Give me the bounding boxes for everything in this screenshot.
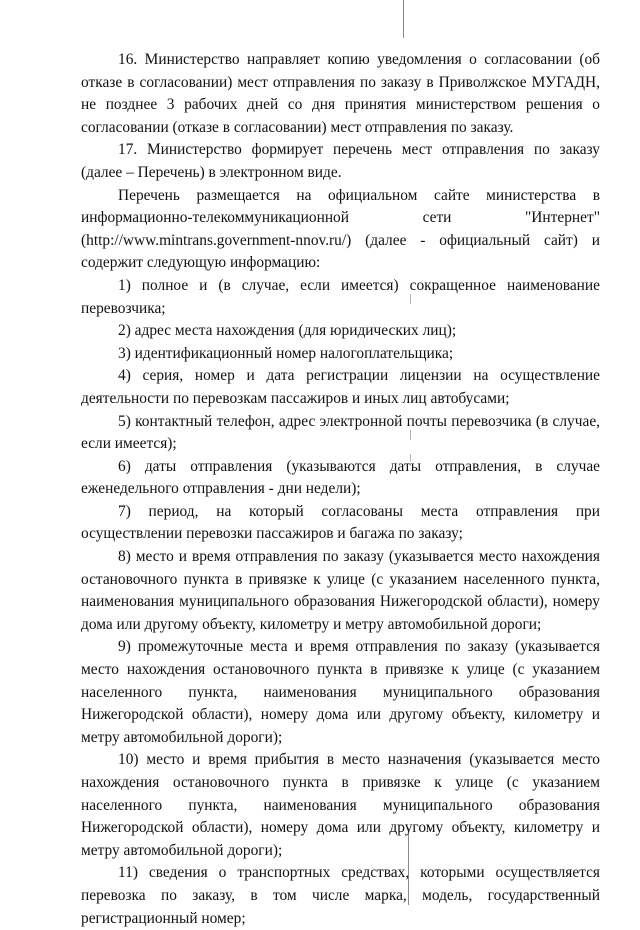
list-item-7: 7) период, на который согласованы места отправления при осуществлении перевозки пассажиров и багажа по заказу; xyxy=(81,502,600,543)
list-item-9: 9) промежуточные места и время отправления по заказу (указывается место нахождения остановочного пункта в привязке к улице (с указанием населенного пункта, наименования муниципального образования Нижегородской области), номеру дома или другому объекту, километру и метру автомобильной дороги); xyxy=(81,638,600,746)
list-item-3: 3) идентификационный номер налогоплательщика; xyxy=(118,344,454,362)
list-item-11: 11) сведения о транспортных средствах, которыми осуществляется перевозка по заказу, в том числе марка, модель, государственный регистрационный номер; xyxy=(81,864,600,927)
list-item-2: 2) адрес места нахождения (для юридических лиц); xyxy=(118,322,457,340)
list-item-10: 10) место и время прибытия в место назначения (указывается место нахождения остановочного пункта в привязке к улице (с указанием населенного пункта, наименования муниципального образования Нижегородской области), номеру дома или другому объекту, километру и метру автомобильной дороги); xyxy=(81,751,600,859)
list-item-5: 5) контактный телефон, адрес электронной почты перевозчика (в случае, если имеется); xyxy=(81,412,600,453)
list-item-8: 8) место и время отправления по заказу (указывается место нахождения остановочного пункта в привязке к улице (с указанием населенного пункта, наименования муниципального образования Нижегородской области), номеру дома или другому объекту, километру и метру автомобильной дороги; xyxy=(81,548,600,633)
paragraph-17: 17. Министерство формирует перечень мест отправления по заказу (далее – Перечень) в электронном виде. xyxy=(81,141,600,181)
list-item-4: 4) серия, номер и дата регистрации лицензии на осуществление деятельности по перевозкам пассажиров и иных лиц автобусами; xyxy=(81,367,600,407)
scan-artifact-line xyxy=(403,0,404,38)
document-body xyxy=(81,49,600,930)
paragraph-list-intro: Перечень размещается на официальном сайте министерства в информационно-телекоммуникационной сети "Интернет" (http://www.mintrans.government-nnov.ru/) (далее - официальный сайт) и содержит следующую информацию: xyxy=(81,186,600,272)
list-item-6: 6) даты отправления (указываются даты отправления, в случае еженедельного отправления - дни недели); xyxy=(81,457,600,498)
list-item-1: 1) полное и (в случае, если имеется) сокращенное наименование перевозчика; xyxy=(81,276,600,317)
paragraph-16: 16. Министерство направляет копию уведомления о согласовании (об отказе в согласовании) мест отправления по заказу в Приволжское МУГАДН, не позднее 3 рабочих дней со дня принятия министерством решения о согласовании (отказе в согласовании) мест отправления по заказу. xyxy=(81,51,600,136)
